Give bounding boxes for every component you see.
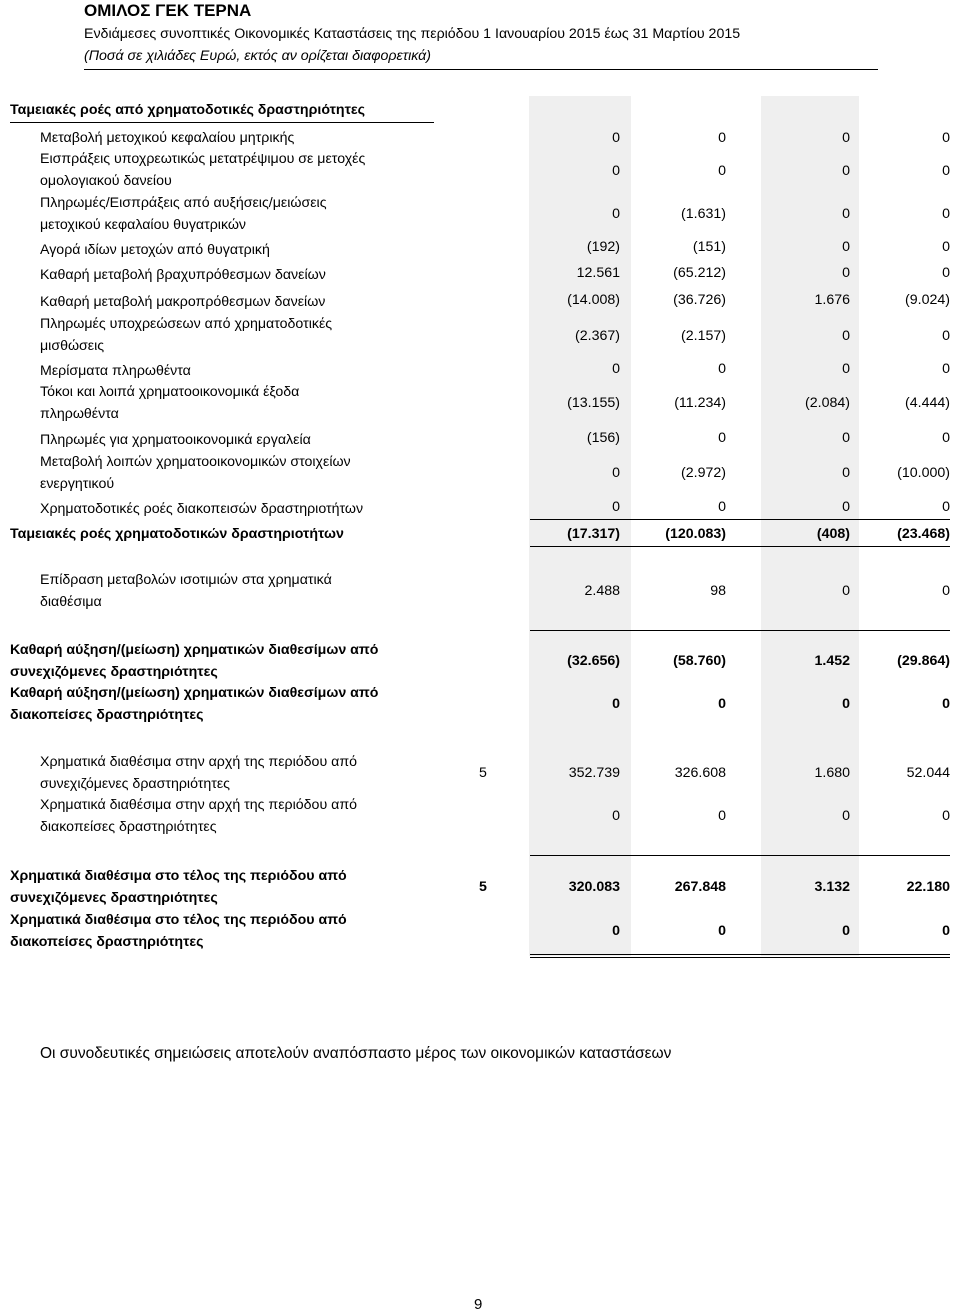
value-col2: (2.972) bbox=[681, 465, 726, 481]
value-col4: (29.864) bbox=[897, 653, 950, 669]
row-label: Χρηματικά διαθέσιμα στην αρχή της περιόδου από συνεχιζόμενες δραστηριότητες bbox=[40, 754, 358, 792]
value-col3: 0 bbox=[842, 130, 850, 146]
value-col3: 0 bbox=[842, 583, 850, 599]
value-col1: (17.317) bbox=[567, 526, 620, 542]
subtotal-rule bbox=[530, 519, 950, 520]
value-col4: 0 bbox=[942, 328, 950, 344]
row-label: Καθαρή μεταβολή βραχυπρόθεσμων δανείων bbox=[40, 267, 326, 283]
value-col2: 326.608 bbox=[674, 765, 726, 781]
value-col3: 0 bbox=[842, 696, 850, 712]
report-subtitle: Ενδιάμεσες συνοπτικές Οικονομικές Καταστάσεις της περιόδου 1 Ιανουαρίου 2015 έως 31 Μαρτίου 2015 bbox=[84, 26, 741, 42]
value-col1: (2.367) bbox=[575, 328, 620, 344]
note-ref: 5 bbox=[479, 765, 487, 781]
value-col1: 0 bbox=[612, 808, 620, 824]
value-col1: (14.008) bbox=[567, 292, 620, 308]
value-col3: 0 bbox=[842, 808, 850, 824]
total-rule bbox=[530, 546, 950, 547]
row-label: Μερίσματα πληρωθέντα bbox=[40, 363, 191, 379]
value-col3: 3.132 bbox=[814, 879, 850, 895]
row-label: Καθαρή αύξηση/(μείωση) χρηματικών διαθεσίμων από συνεχιζόμενες δραστηριότητες bbox=[10, 642, 379, 680]
row-label: Χρηματοδοτικές ροές διακοπεισών δραστηριοτήτων bbox=[40, 501, 364, 517]
value-col2: 0 bbox=[718, 430, 726, 446]
value-col1: 12.561 bbox=[576, 265, 620, 281]
value-col1: (156) bbox=[586, 430, 620, 446]
row-label: Τόκοι και λοιπά χρηματοοικονομικά έξοδα πληρωθέντα bbox=[40, 384, 300, 422]
row-label: Χρηματικά διαθέσιμα στο τέλος της περιόδου από διακοπείσες δραστηριότητες bbox=[10, 912, 347, 950]
value-col4: (4.444) bbox=[905, 395, 950, 411]
value-col4: 0 bbox=[942, 206, 950, 222]
footer-statement: Οι συνοδευτικές σημειώσεις αποτελούν αναπόσπαστο μέρος των οικονομικών καταστάσεων bbox=[40, 1045, 672, 1062]
value-col4: 0 bbox=[942, 499, 950, 515]
header-rule bbox=[84, 69, 878, 70]
row-label: Αγορά ιδίων μετοχών από θυγατρική bbox=[40, 242, 270, 258]
value-col3: 1.676 bbox=[814, 292, 850, 308]
final-double-rule-bottom bbox=[530, 957, 950, 958]
value-col4: 0 bbox=[942, 696, 950, 712]
value-col3: 0 bbox=[842, 239, 850, 255]
value-col1: 2.488 bbox=[584, 583, 620, 599]
value-col4: 22.180 bbox=[906, 879, 950, 895]
value-col4: 0 bbox=[942, 430, 950, 446]
value-col4: 0 bbox=[942, 265, 950, 281]
value-col3: (408) bbox=[816, 526, 850, 542]
row-label: Ταμειακές ροές χρηματοδοτικών δραστηριοτήτων bbox=[10, 526, 344, 542]
value-col4: 0 bbox=[942, 583, 950, 599]
value-col3: 0 bbox=[842, 163, 850, 179]
value-col2: (151) bbox=[692, 239, 726, 255]
value-col3: 0 bbox=[842, 465, 850, 481]
value-col3: (2.084) bbox=[805, 395, 850, 411]
value-col2: 98 bbox=[710, 583, 726, 599]
value-col4: 0 bbox=[942, 923, 950, 939]
value-col2: 0 bbox=[718, 499, 726, 515]
section-title-rule bbox=[10, 122, 434, 123]
value-col1: 352.739 bbox=[568, 765, 620, 781]
currency-note: (Ποσά σε χιλιάδες Ευρώ, εκτός αν ορίζεται διαφορετικά) bbox=[84, 48, 431, 64]
value-col2: 0 bbox=[718, 696, 726, 712]
row-label: Χρηματικά διαθέσιμα στην αρχή της περιόδου από διακοπείσες δραστηριότητες bbox=[40, 797, 358, 835]
value-col4: (23.468) bbox=[897, 526, 950, 542]
value-col2: (65.212) bbox=[673, 265, 726, 281]
fx-rule bbox=[530, 630, 950, 631]
section-title: Ταμειακές ροές από χρηματοδοτικές δραστηριότητες bbox=[10, 102, 366, 118]
value-col1: (13.155) bbox=[567, 395, 620, 411]
value-col2: (2.157) bbox=[681, 328, 726, 344]
value-col3: 0 bbox=[842, 923, 850, 939]
value-col2: (36.726) bbox=[673, 292, 726, 308]
row-label: Καθαρή αύξηση/(μείωση) χρηματικών διαθεσίμων από διακοπείσες δραστηριότητες bbox=[10, 685, 379, 723]
value-col3: 0 bbox=[842, 206, 850, 222]
row-label: Μεταβολή λοιπών χρηματοοικονομικών στοιχείων ενεργητικού bbox=[40, 454, 351, 492]
value-col4: 0 bbox=[942, 239, 950, 255]
value-col3: 0 bbox=[842, 265, 850, 281]
note-ref: 5 bbox=[479, 879, 487, 895]
value-col2: 0 bbox=[718, 808, 726, 824]
row-label: Εισπράξεις υποχρεωτικώς μετατρέψιμου σε μετοχές ομολογιακού δανείου bbox=[40, 151, 366, 189]
value-col2: (1.631) bbox=[681, 206, 726, 222]
value-col2: 267.848 bbox=[674, 879, 726, 895]
company-title: ΟΜΙΛΟΣ ΓΕΚ ΤΕΡΝΑ bbox=[84, 1, 252, 20]
row-label: Πληρωμές για χρηματοοικονομικά εργαλεία bbox=[40, 432, 311, 448]
value-col4: (10.000) bbox=[897, 465, 950, 481]
row-label: Πληρωμές/Εισπράξεις από αυξήσεις/μειώσεις μετοχικού κεφαλαίου θυγατρικών bbox=[40, 195, 327, 233]
value-col1: (192) bbox=[586, 239, 620, 255]
value-col3: 0 bbox=[842, 328, 850, 344]
row-label: Χρηματικά διαθέσιμα στο τέλος της περιόδου από συνεχιζόμενες δραστηριότητες bbox=[10, 868, 347, 906]
value-col4: 0 bbox=[942, 130, 950, 146]
value-col2: (120.083) bbox=[665, 526, 726, 542]
value-col1: 0 bbox=[612, 465, 620, 481]
row-label: Πληρωμές υποχρεώσεων από χρηματοδοτικές μισθώσεις bbox=[40, 316, 333, 354]
value-col3: 0 bbox=[842, 361, 850, 377]
value-col1: 0 bbox=[612, 499, 620, 515]
row-label: Επίδραση μεταβολών ισοτιμιών στα χρηματικά διαθέσιμα bbox=[40, 572, 332, 610]
value-col3: 0 bbox=[842, 499, 850, 515]
value-col3: 0 bbox=[842, 430, 850, 446]
value-col1: (32.656) bbox=[567, 653, 620, 669]
value-col1: 0 bbox=[612, 130, 620, 146]
value-col2: 0 bbox=[718, 130, 726, 146]
value-col4: 0 bbox=[942, 163, 950, 179]
value-col3: 1.452 bbox=[814, 653, 850, 669]
value-col1: 0 bbox=[612, 361, 620, 377]
final-double-rule-top bbox=[530, 954, 950, 955]
value-col1: 0 bbox=[612, 206, 620, 222]
value-col3: 1.680 bbox=[814, 765, 850, 781]
value-col4: 0 bbox=[942, 808, 950, 824]
row-label: Καθαρή μεταβολή μακροπρόθεσμων δανείων bbox=[40, 294, 326, 310]
value-col4: (9.024) bbox=[905, 292, 950, 308]
value-col2: (11.234) bbox=[674, 395, 726, 411]
value-col4: 0 bbox=[942, 361, 950, 377]
value-col2: 0 bbox=[718, 361, 726, 377]
value-col4: 52.044 bbox=[906, 765, 950, 781]
row-label: Μεταβολή μετοχικού κεφαλαίου μητρικής bbox=[40, 130, 295, 146]
value-col1: 0 bbox=[612, 696, 620, 712]
value-col2: 0 bbox=[718, 163, 726, 179]
value-col1: 0 bbox=[612, 163, 620, 179]
page-number: 9 bbox=[474, 1296, 483, 1313]
begin-rule bbox=[530, 855, 950, 856]
value-col2: 0 bbox=[718, 923, 726, 939]
value-col2: (58.760) bbox=[673, 653, 726, 669]
value-col1: 320.083 bbox=[568, 879, 620, 895]
value-col1: 0 bbox=[612, 923, 620, 939]
